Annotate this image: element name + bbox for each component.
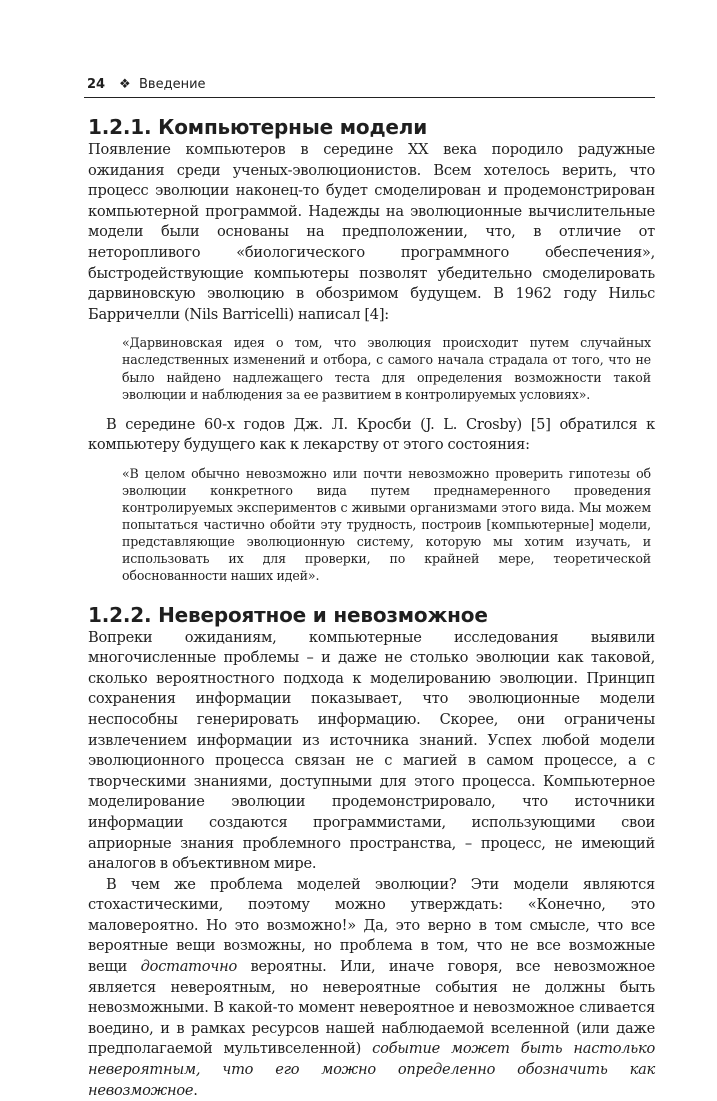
text-run: В чем же проблема моделей эволюции? Эти модели являются стохастическими, поэтому можно утверждать: «Конечно, это маловероятно. Но это возможно!» Да, это верно в том смысле, что все вероятные вещи возможны, но проблема в том, что не все возможные вещи bbox=[88, 875, 655, 976]
italic-emphasis: достаточно bbox=[140, 958, 238, 976]
chapter-title: Введение bbox=[139, 77, 206, 92]
italic-emphasis: событие может быть настолько невероятным, что его можно определенно обозначить как невозможное bbox=[88, 1040, 655, 1099]
paragraph-models-problem bbox=[84, 875, 655, 1101]
section-heading-improbable-impossible: 1.2.2. Невероятное и невозможное bbox=[88, 602, 488, 627]
paragraph-crosby: В середине 60-х годов Дж. Л. Кросби (J. L. Crosby) [5] обратился к компьютеру будущего как к лекарству от этого состояния: bbox=[88, 415, 655, 454]
paragraph-computer-research-problems: Вопреки ожиданиям, компьютерные исследования выявили многочисленные проблемы – и даже не столько эволюции как таковой, сколько вероятностного подхода к моделированию эволюции. Принцип сохранения информации показывает, что эволюционные модели неспособны генерировать информацию. Скорее, они ограничены извлечением информации из источника знаний. Успех любой модели эволюционного процесса связан не с магией в самом процессе, а с творческими знаниями, доступными для этого процесса. Компьютерное моделирование эволюции продемонстрировало, что источники информации создаются программистами, использующими свои априорные знания проблемного пространства, – процесс, не имеющий аналогов в объективном мире. bbox=[88, 628, 655, 873]
text-run: вероятны. Или, иначе говоря, все невозможное является невероятным, но невероятные события не должны быть невозможными. В какой-то момент невероятное и невозможное сливается воедино, и в рамках ресурсов нашей наблюдаемой вселенной (или даже предполагаемой мультивселенной) bbox=[88, 958, 655, 1058]
running-header bbox=[84, 73, 655, 98]
ornament-diamond-icon: ❖ bbox=[119, 77, 131, 92]
page-number: 24 bbox=[87, 77, 106, 92]
section-heading-computer-models: 1.2.1. Компьютерные модели bbox=[88, 115, 428, 139]
paragraph-computers-expectations: Появление компьютеров в середине XX века породило радужные ожидания среди ученых-эволюционистов. Всем хотелось верить, что процесс эволюции наконец-то будет смоделирован и продемонстрирован компьютерной программой. Надежды на эволюционные вычислительные модели были основаны на предположении, что, в отличие от неторопливого «биологического программного обеспечения», быстродействующие компьютеры позволят убедительно смоделировать дарвиновскую эволюцию в обозримом будущем. В 1962 году Нильс Барричелли (Nils Barricelli) написал [4]: bbox=[88, 141, 655, 323]
quote-crosby: «В целом обычно невозможно или почти невозможно проверить гипотезы об эволюции конкретного вида путем преднамеренного проведения контролируемых экспериментов с живыми организмами этого вида. Мы можем попытаться частично обойти эту трудность, построив [компьютерные] модели, представляющие эволюционную систему, которую мы хотим изучать, и использовать их для проверки, по крайней мере, теоретической обоснованности наших идей». bbox=[122, 465, 651, 584]
book-page bbox=[84, 73, 655, 1101]
quote-barricelli: «Дарвиновская идея о том, что эволюция происходит путем случайных наследственных изменений и отбора, с самого начала страдала от того, что не было найдено надлежащего теста для определения возможности такой эволюции и наблюдения за ее развитием в контролируемых условиях». bbox=[122, 335, 651, 402]
text-run: . bbox=[193, 1081, 198, 1099]
